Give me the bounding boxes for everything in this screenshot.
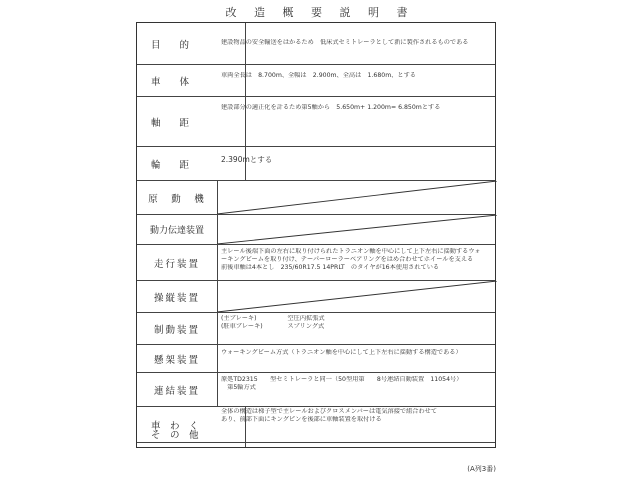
row-label	[137, 215, 218, 244]
row-suspension	[137, 345, 495, 373]
content-line: 全体の構造は梯子型で主レールおよびクロスメンバーは電気溶接で組合わせて	[221, 408, 438, 415]
row-content	[221, 65, 491, 96]
label-text: 目 的	[151, 39, 190, 51]
content-line: 2.390mとする	[221, 156, 273, 164]
label-text: 走行装置	[153, 258, 200, 270]
label-text: 連結装置	[153, 385, 200, 397]
row-engine	[137, 181, 495, 215]
row-running-gear	[137, 245, 495, 281]
specification-form	[136, 22, 496, 448]
row-track	[137, 147, 495, 181]
label-text: 輪 距	[151, 159, 190, 171]
row-label	[137, 420, 246, 447]
content-line: 原処TD2315 型セミトレーラと同一（50型用第 8号連結自動装置 11054号）	[221, 376, 463, 383]
row-content	[221, 23, 491, 64]
label-text: 車 体	[151, 76, 190, 88]
content-line: ーキングビームを取り付け、テーパーローラーベアリングをはめ合わせてホイールを支える	[221, 256, 474, 263]
document-title: 改 造 概 要 説 明 書	[225, 6, 415, 19]
row-label	[137, 281, 218, 312]
content-line: あり、前部下面にキングピンを後部に車軸装置を取付ける	[221, 416, 382, 423]
label-text: 懸架装置	[153, 354, 200, 366]
row-content	[221, 245, 491, 280]
content-line: 前後車軸は4本とし 235/60R17.5 14PRLT のタイヤが16本使用されている	[221, 264, 440, 271]
row-label	[137, 373, 218, 406]
content-line: 建設部分の適正化を計るため第5軸から 5.650m+ 1.200m= 6.850mとする	[221, 104, 441, 111]
row-content	[221, 313, 491, 344]
other-row-block	[137, 420, 495, 447]
row-label	[137, 313, 218, 344]
row-power-transmission	[137, 215, 495, 245]
content-line: (主ブレーキ) 空圧内拡張式	[221, 315, 325, 322]
content-line: 第5輪方式	[221, 384, 256, 391]
content-line: 主レール後端下面の左右に取り付けられたトラニオン軸を中心にして上下左右に揺動するウォ	[221, 248, 481, 255]
label-text: 軸 距	[151, 117, 190, 129]
row-content	[221, 97, 491, 146]
label-text: 車 わ く	[151, 420, 199, 432]
row-label	[137, 245, 218, 280]
strikethrough-diagonal	[217, 181, 497, 214]
row-content	[221, 373, 491, 406]
row-label	[137, 181, 218, 214]
strikethrough-diagonal	[217, 281, 497, 312]
row-content	[221, 147, 491, 180]
row-coupling	[137, 373, 495, 407]
row-content	[221, 345, 491, 372]
form-code: (A列3番)	[467, 465, 496, 473]
label-text: 操縦装置	[153, 292, 200, 304]
row-steering	[137, 281, 495, 313]
strikethrough-diagonal	[217, 215, 497, 244]
content-line: 車両全長は 8.700m、全幅は 2.900m、全高は 1.680m、とする	[221, 72, 416, 79]
row-wheelbase	[137, 97, 495, 147]
content-line: ウォーキングビーム方式（トラニオン軸を中心にして上下左右に揺動する構造である）	[221, 349, 462, 356]
row-body	[137, 65, 495, 97]
label-text: そ の 他	[151, 429, 199, 441]
row-purpose	[137, 23, 495, 65]
label-text: 制動装置	[153, 324, 200, 336]
label-text: 原 動 機	[148, 193, 206, 205]
content-line: (駐車ブレーキ) スプリング式	[221, 323, 325, 330]
row-label	[137, 345, 218, 372]
content-line: 建設物品の安全輸送をはかるため 低床式セミトレーラとして新に製作されるものである	[221, 39, 469, 46]
label-text: 動力伝達装置	[149, 226, 204, 236]
row-braking	[137, 313, 495, 345]
